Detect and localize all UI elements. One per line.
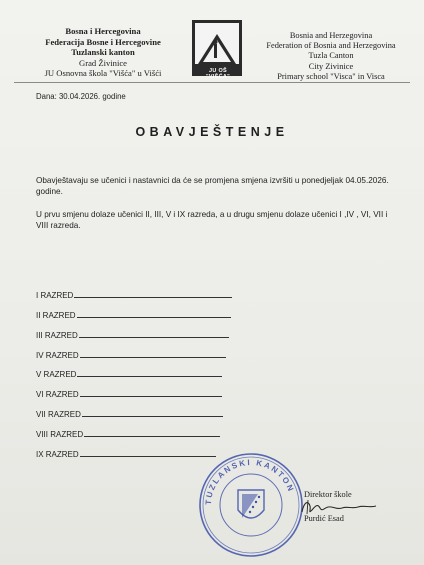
class-label: II RAZRED [36, 310, 76, 320]
signature-line [77, 317, 231, 318]
notice-paragraph-2: U prvu smjenu dolaze učenici II, III, V i IX razreda, a u drugu smjenu dolaze učenici I ,IV , VI, VII i VIII razreda. [36, 210, 388, 230]
header-right-line5: Primary school "Visca" in Visca [277, 71, 385, 81]
class-row [36, 379, 276, 399]
class-label: VII RAZRED [36, 410, 81, 420]
document-date: Dana: 30.04.2026. godine [36, 92, 126, 101]
class-signature-list [36, 280, 276, 459]
header-right-line1: Bosnia and Herzegovina [289, 31, 373, 40]
signature-line [74, 297, 232, 298]
signature-line [80, 357, 226, 358]
class-label: IX RAZRED [36, 450, 79, 460]
document-title: OBAVJEŠTENJE [135, 125, 289, 139]
class-label: VIII RAZRED [36, 430, 84, 440]
header-right-line3: Tuzla Canton [308, 51, 354, 61]
class-row [36, 360, 276, 380]
signature-line [82, 416, 223, 417]
stamp-ring-text: TUZLANSKI KANTON [203, 457, 296, 506]
signature-line [84, 436, 220, 437]
header-right-line2: Federation of Bosnia and Herzegovina [266, 41, 396, 51]
header-left-line3: Tuzlanski kanton [71, 47, 135, 58]
header-right-line4: City Zivinice [308, 61, 354, 71]
header-left-line4: Grad Živinice [79, 57, 127, 68]
signature-line [79, 337, 229, 338]
class-row [36, 280, 276, 300]
signature-line [80, 456, 216, 457]
header-left [18, 26, 188, 79]
signature-name: Purdić Esad [304, 514, 344, 523]
class-label: I RAZRED [36, 290, 74, 300]
header-left-line2: Federacija Bosne i Hercegovine [45, 36, 161, 47]
class-label: IV RAZRED [36, 350, 79, 360]
header-left-line1: Bosna i Hercegovina [65, 26, 141, 36]
header-left-line5: JU Osnovna škola "Višća" u Višći [44, 68, 162, 79]
header-divider [14, 82, 410, 83]
logo-caption: JU OŠ "VIŠĆA" [205, 68, 231, 80]
class-label: III RAZRED [36, 330, 78, 340]
class-label: V RAZRED [36, 370, 77, 380]
class-row [36, 419, 276, 439]
official-stamp-icon [198, 452, 304, 558]
signature-line [80, 396, 222, 397]
signature-line [77, 376, 222, 377]
class-row [36, 320, 276, 340]
signature-title: Direktor škole [304, 490, 352, 499]
header-right [248, 31, 414, 82]
class-row [36, 340, 276, 360]
class-row [36, 399, 276, 419]
class-row [36, 300, 276, 320]
notice-paragraph-1: Obavještavaju se učenici i nastavnici da će se promjena smjena izvršiti u ponedjeljak 04.05.2026. godine. [36, 176, 389, 196]
class-label: VI RAZRED [36, 390, 79, 400]
